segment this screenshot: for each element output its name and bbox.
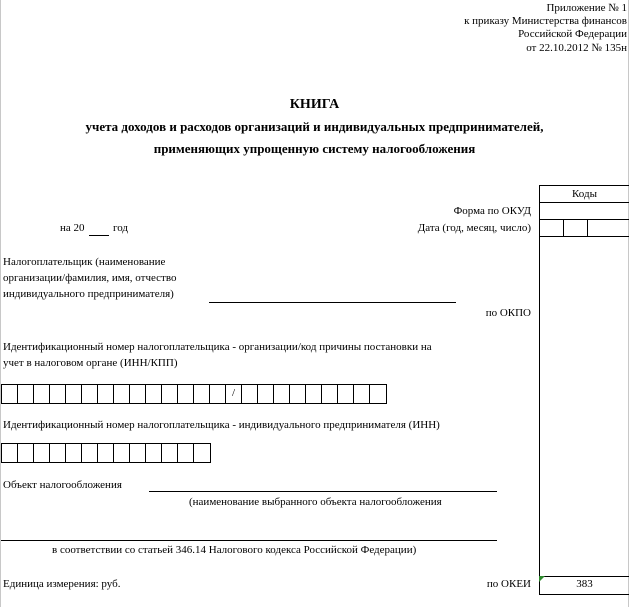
tax-object-line[interactable] xyxy=(149,491,497,492)
inn-ip-label: Идентификационный номер налогоплательщика - индивидуального предпринимателя (ИНН) xyxy=(3,419,440,431)
document-title: КНИГА xyxy=(289,97,340,112)
inn-kpp-line-1: Идентификационный номер налогоплательщика - организации/код причины постановки на xyxy=(3,341,432,353)
codes-header: Коды xyxy=(572,188,597,200)
inn-ip-cells[interactable] xyxy=(1,443,211,463)
tax-object-label: Объект налогообложения xyxy=(3,479,122,491)
codes-header-divider xyxy=(539,202,629,203)
document-subtitle-1: учета доходов и расходов организаций и индивидуальных предпринимателей, xyxy=(85,119,544,134)
okud-label: Форма по ОКУД xyxy=(453,205,531,217)
taxpayer-name-line[interactable] xyxy=(209,302,456,303)
appendix-line-4: от 22.10.2012 № 135н xyxy=(526,41,627,54)
taxpayer-line-2: организации/фамилия, имя, отчество xyxy=(3,272,177,285)
date-cells[interactable] xyxy=(539,219,629,237)
appendix-line-2: к приказу Министерства финансов xyxy=(464,15,627,28)
okpo-label: по ОКПО xyxy=(485,307,531,319)
unit-label: Единица измерения: руб. xyxy=(3,578,121,590)
okei-value: 383 xyxy=(576,578,593,590)
tax-object-line-2[interactable] xyxy=(1,540,497,541)
inn-kpp-line-2: учет в налоговом органе (ИНН/КПП) xyxy=(3,357,178,370)
document-subtitle-2: применяющих упрощенную систему налогообложения xyxy=(153,141,476,156)
date-label: Дата (год, месяц, число) xyxy=(417,222,531,234)
taxpayer-label xyxy=(3,256,176,302)
okei-row-top xyxy=(539,576,629,577)
appendix-line-1: Приложение № 1 xyxy=(546,2,627,14)
inn-kpp-label xyxy=(3,341,533,370)
tax-object-hint: (наименование выбранного объекта налогообложения xyxy=(189,496,442,508)
year-input-line[interactable] xyxy=(89,235,109,236)
tax-object-article: в соответствии со статьей 346.14 Налогового кодекса Российской Федерации) xyxy=(52,544,417,556)
appendix-header xyxy=(327,2,627,55)
okei-label: по ОКЕИ xyxy=(486,578,531,590)
year-suffix: год xyxy=(113,222,129,234)
taxpayer-line-1: Налогоплательщик (наименование xyxy=(3,256,166,268)
inn-kpp-separator: / xyxy=(226,385,242,403)
taxpayer-line-3: индивидуального предпринимателя) xyxy=(3,288,174,301)
inn-kpp-cells[interactable] xyxy=(1,384,387,404)
year-prefix: на 20 xyxy=(60,222,85,234)
appendix-line-3: Российской Федерации xyxy=(518,28,627,41)
codes-column xyxy=(539,185,629,595)
sheet-left-edge xyxy=(0,0,1,607)
